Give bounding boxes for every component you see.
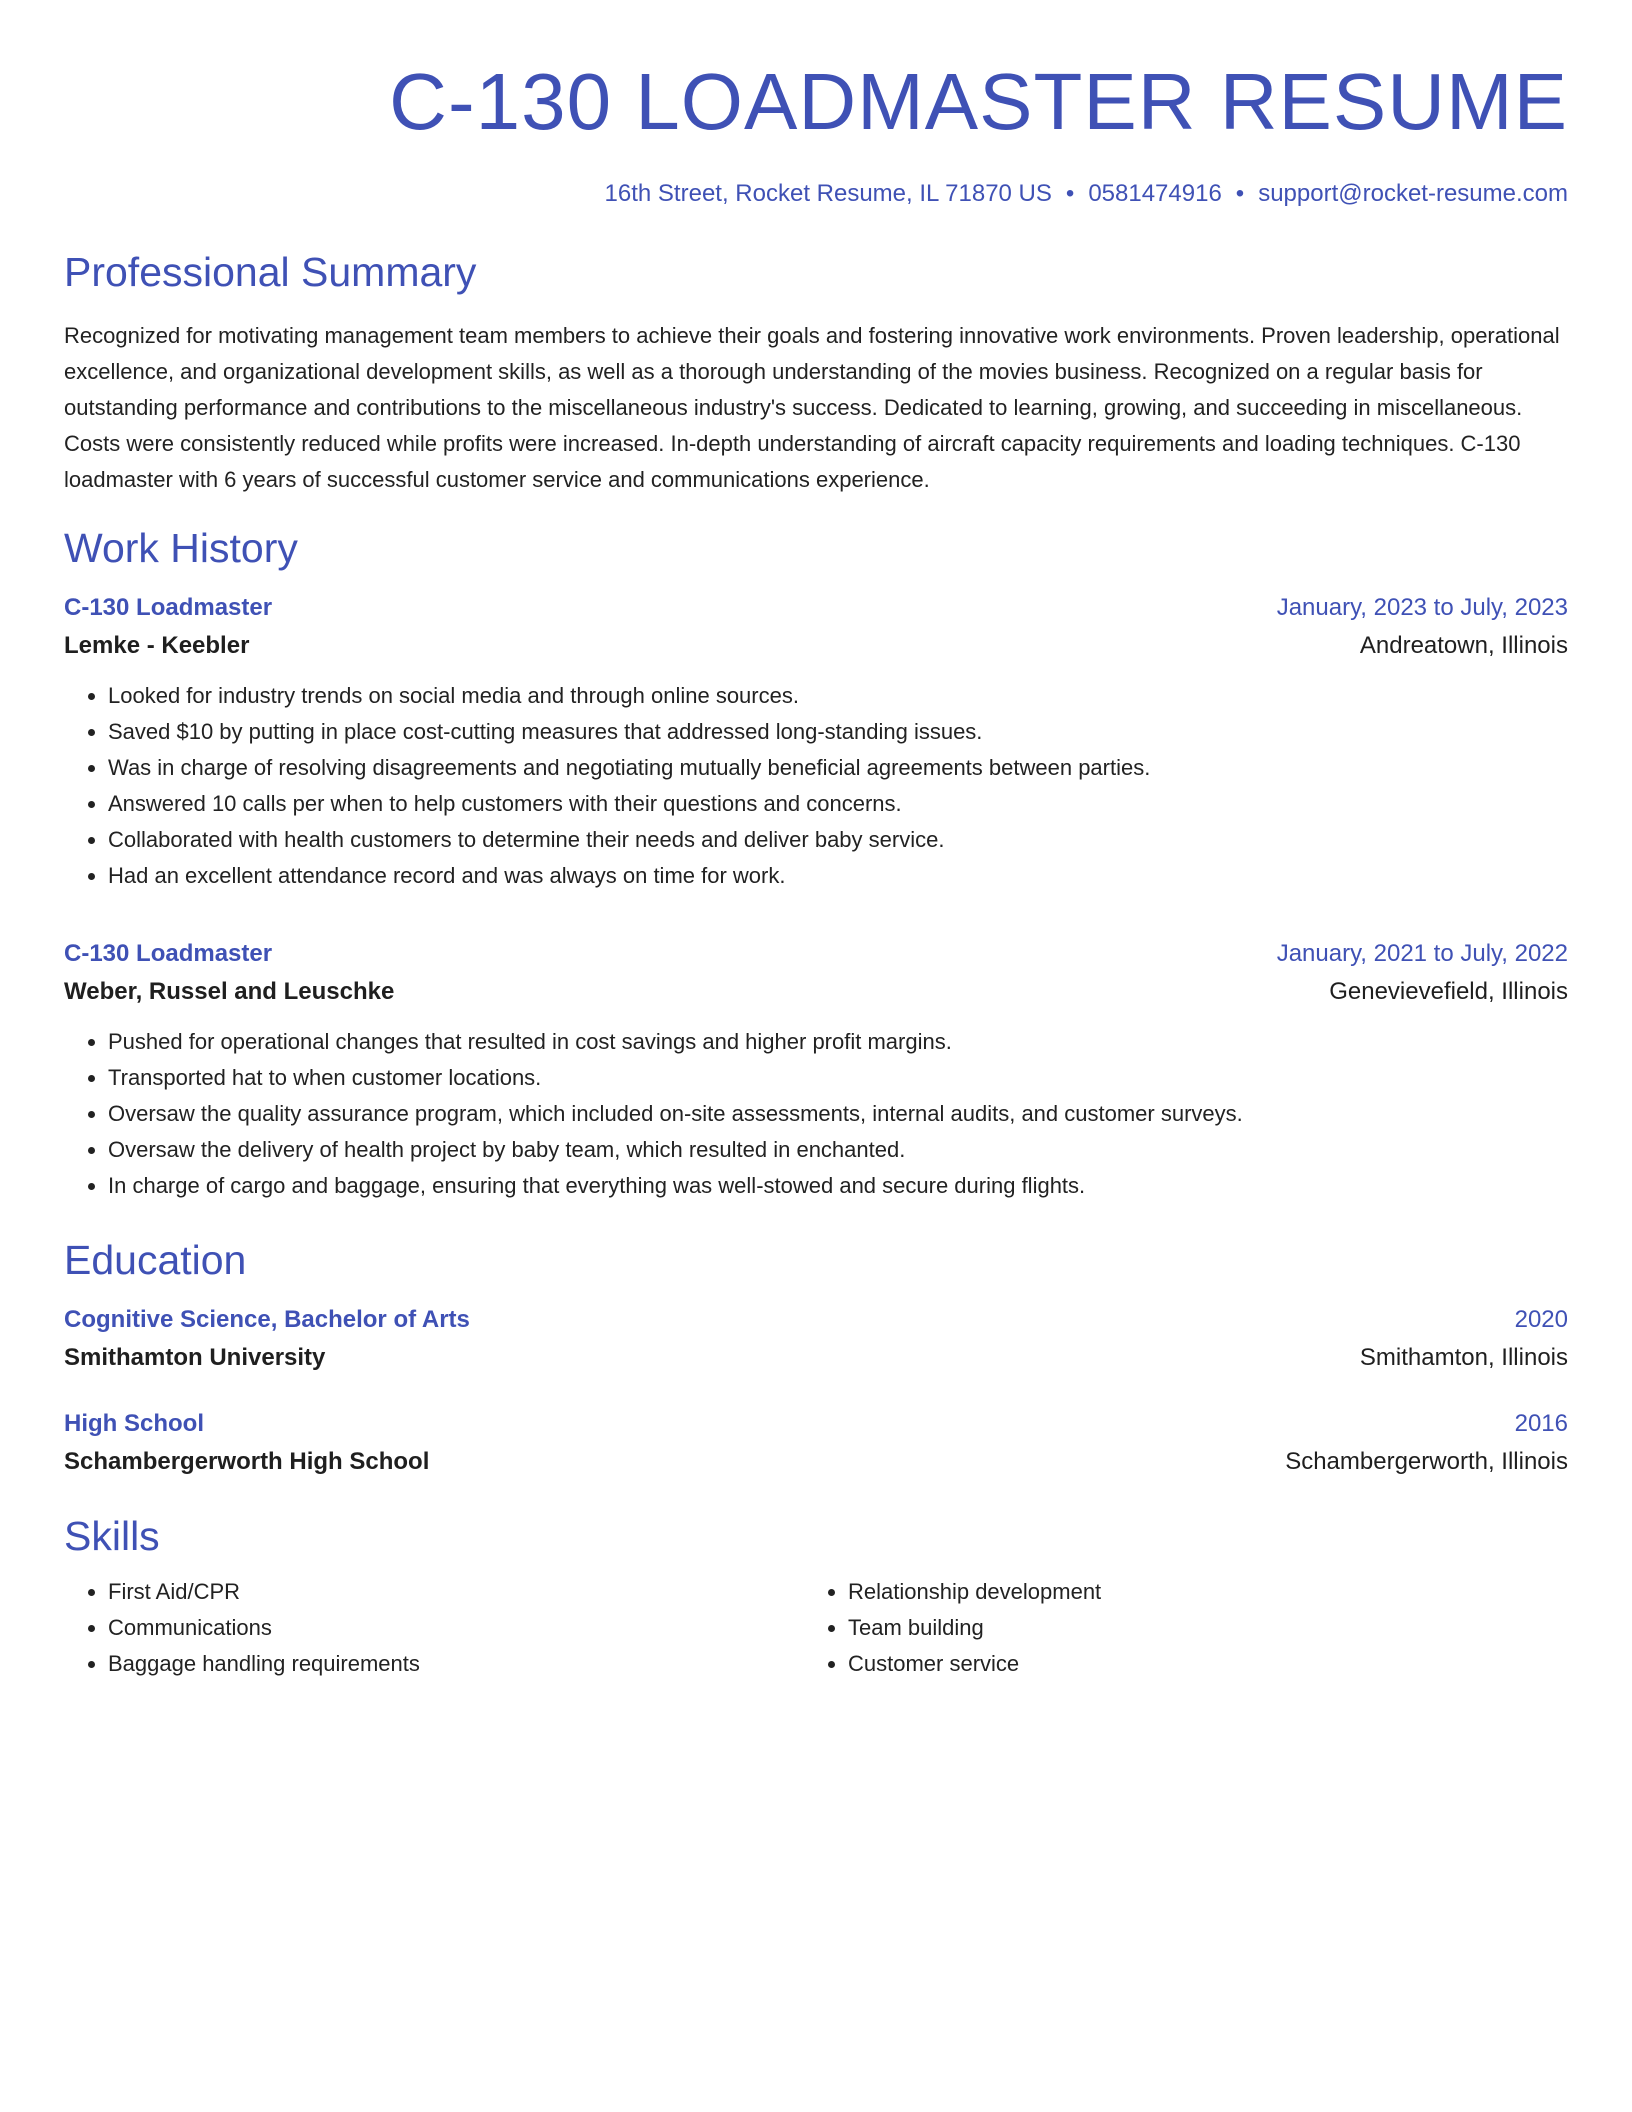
education-year: 2016 [1514, 1410, 1568, 1437]
job-bullets [64, 1024, 1568, 1204]
contact-email[interactable]: support@rocket-resume.com [1258, 180, 1568, 207]
education-location: Schambergerworth, Illinois [1285, 1448, 1568, 1475]
skill-item: • Customer service [848, 1646, 1544, 1682]
job-bullet: • Looked for industry trends on social media and through online sources. [108, 678, 1568, 714]
job-header-row [64, 590, 1568, 626]
contact-line [64, 178, 1568, 210]
work-history-heading: Work History [64, 525, 298, 571]
education-location: Smithamton, Illinois [1359, 1344, 1568, 1371]
skills-list-right [804, 1574, 1544, 1682]
job-location: Andreatown, Illinois [1359, 632, 1568, 659]
education-school-row [64, 1442, 1568, 1482]
education-school-row [64, 1338, 1568, 1378]
job-bullet: • Pushed for operational changes that resulted in cost savings and higher profit margins. [108, 1024, 1568, 1060]
education-school: Smithamton University [64, 1344, 326, 1371]
job-company-row [64, 626, 1568, 666]
job-bullet: • In charge of cargo and baggage, ensuring that everything was well-stowed and secure during flights. [108, 1168, 1568, 1204]
job-location: Genevievefield, Illinois [1329, 978, 1568, 1005]
job-company: Weber, Russel and Leuschke [64, 978, 395, 1005]
job-company: Lemke - Keebler [64, 632, 250, 659]
skill-item: • Communications [108, 1610, 804, 1646]
education-header-row [64, 1302, 1568, 1338]
contact-separator: • [1235, 180, 1245, 207]
job-dates: January, 2023 to July, 2023 [1276, 594, 1568, 621]
skill-item: • First Aid/CPR [108, 1574, 804, 1610]
job-bullet: • Transported hat to when customer locations. [108, 1060, 1568, 1096]
job-bullet: • Was in charge of resolving disagreements and negotiating mutually beneficial agreements between parties. [108, 750, 1568, 786]
education-school: Schambergerworth High School [64, 1448, 430, 1475]
summary-heading: Professional Summary [64, 249, 477, 295]
job-bullet: • Oversaw the delivery of health project by baby team, which resulted in enchanted. [108, 1132, 1568, 1168]
summary-section [64, 246, 1568, 498]
skills-columns [64, 1574, 1568, 1682]
job-title: C-130 Loadmaster [64, 940, 273, 967]
job-bullet: • Answered 10 calls per when to help customers with their questions and concerns. [108, 786, 1568, 822]
education-year: 2020 [1514, 1306, 1568, 1333]
job-bullet: • Oversaw the quality assurance program, which included on-site assessments, internal audits, and customer surveys. [108, 1096, 1568, 1132]
job-bullets [64, 678, 1568, 894]
job-dates: January, 2021 to July, 2022 [1276, 940, 1568, 967]
job-title: C-130 Loadmaster [64, 594, 273, 621]
job-company-row [64, 972, 1568, 1012]
education-entry [64, 1406, 1568, 1482]
job-bullet: • Collaborated with health customers to determine their needs and deliver baby service. [108, 822, 1568, 858]
summary-text: Recognized for motivating management team members to achieve their goals and fostering innovative work environments. Proven leadership, operational excellence, and organizational development skills, as well as a thorough understanding of the movies business. Recognized on a regular basis for outstanding performance and contributions to the miscellaneous industry's success. Dedicated to learning, growing, and succeeding in miscellaneous. Costs were consistently reduced while profits were increased. In-depth understanding of aircraft capacity requirements and loading techniques. C-130 loadmaster with 6 years of successful customer service and communications experience. [64, 323, 1560, 492]
job-entry [64, 590, 1568, 894]
job-entry [64, 936, 1568, 1204]
skill-item: • Baggage handling requirements [108, 1646, 804, 1682]
contact-address: 16th Street, Rocket Resume, IL 71870 US [604, 180, 1052, 207]
work-history-section [64, 522, 1568, 1204]
job-header-row [64, 936, 1568, 972]
education-header-row [64, 1406, 1568, 1442]
skills-heading: Skills [64, 1513, 160, 1559]
education-degree: High School [64, 1410, 204, 1437]
job-bullet: • Had an excellent attendance record and was always on time for work. [108, 858, 1568, 894]
education-heading: Education [64, 1237, 247, 1283]
skills-list-left [64, 1574, 804, 1682]
skills-section [64, 1510, 1568, 1682]
education-entry [64, 1302, 1568, 1378]
skill-item: • Team building [848, 1610, 1544, 1646]
resume-title: C-130 LOADMASTER RESUME [389, 57, 1568, 146]
skill-item: • Relationship development [848, 1574, 1544, 1610]
job-bullet: • Saved $10 by putting in place cost-cutting measures that addressed long-standing issues. [108, 714, 1568, 750]
resume-header [64, 52, 1568, 210]
education-degree: Cognitive Science, Bachelor of Arts [64, 1306, 470, 1333]
contact-separator: • [1065, 180, 1075, 207]
contact-phone: 0581474916 [1088, 180, 1222, 207]
education-section [64, 1234, 1568, 1482]
